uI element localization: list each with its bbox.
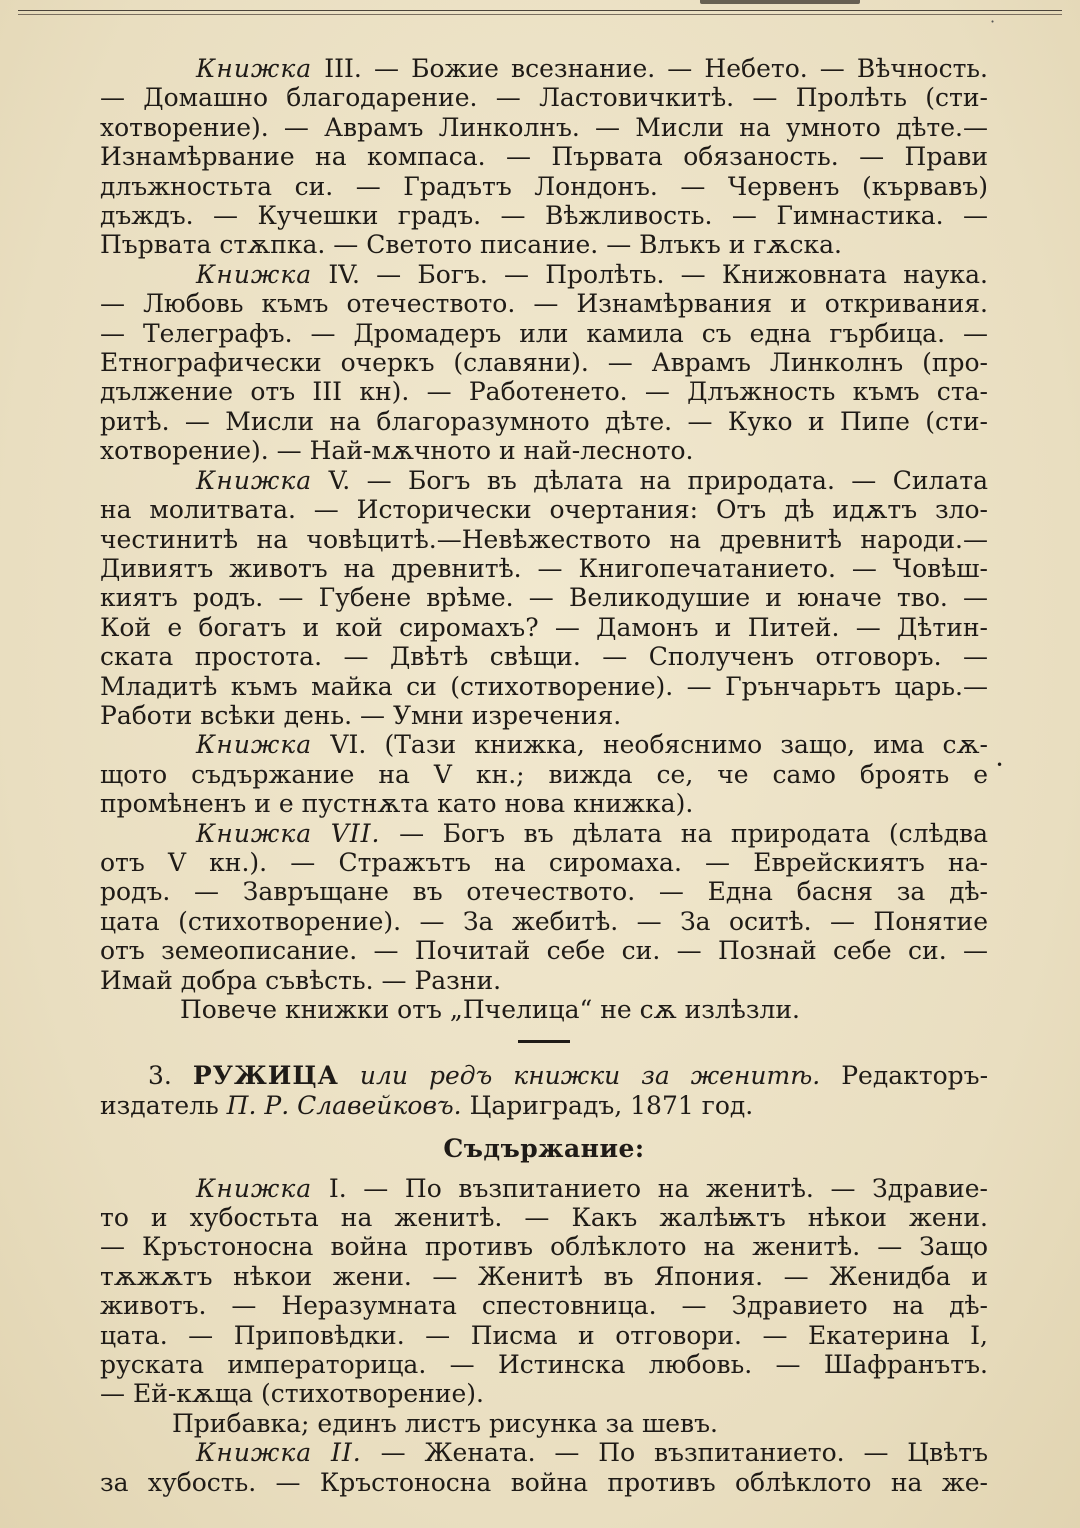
book-number: VI. [330, 730, 367, 760]
entry-pchelitsa-book-6 [100, 730, 988, 818]
book-number: VII. [330, 818, 381, 848]
entry-ruzhitsa-book-1 [100, 1174, 988, 1439]
book-label: Книжка [196, 259, 313, 289]
text-line: — Богъ въ дѣлата на природата (слѣдва [399, 818, 988, 848]
text-line: хотворение). — Аврамъ Линколнъ. — Мисли на умното дѣте.— [100, 112, 988, 142]
text-line: отъ земеописание. — Почитай себе си. — Познай себе си. — [100, 936, 988, 966]
text-line: промѣненъ и е пустнѫта като нова книжка). [100, 789, 694, 819]
text-line: честинитѣ на човѣцитѣ.—Невѣжеството на древнитѣ народи.— [100, 524, 988, 554]
periodical-name: РУЖИЦА [192, 1061, 339, 1091]
section-ruzhitsa [100, 1061, 988, 1497]
text-line: Работи всѣки день. — Умни изречения. [100, 700, 622, 730]
text-line: тѫжѫтъ нѣкои жени. — Женитѣ въ Япония. — Женидба и [100, 1261, 988, 1291]
text-line: — Кръстоносна война противъ облѣклото на женитѣ. — Защо [100, 1232, 988, 1262]
text-line: цата. — Приповѣдки. — Писма и отговори. — Екатерина I, [100, 1320, 988, 1350]
header-rule-secondary [18, 14, 1062, 15]
text-line: Кой е богатъ и кой сиромахъ? — Дамонъ и Питей. — Дѣтин- [100, 612, 988, 642]
book-number: I. [328, 1173, 347, 1203]
imprint-prefix: издатель [100, 1090, 219, 1120]
entry-pchelitsa-book-4 [100, 260, 988, 466]
editor-name: П. Р. Славейковъ. [226, 1090, 462, 1120]
header-rule [18, 10, 1062, 11]
text-line: цата (стихотворение). — За жебитѣ. — За оситѣ. — Понятие [100, 906, 988, 936]
text-line: ската простота. — Двѣтѣ свѣщи. — Сполученъ отговоръ. — [100, 642, 988, 672]
text-line: родъ. — Завръщане въ отечеството. — Една басня за дѣ- [100, 877, 988, 907]
book-label: Книжка [196, 1438, 313, 1468]
text-line: (Тази книжка, необяснимо защо, има сѫ- [384, 730, 989, 760]
section-imprint [100, 1091, 988, 1120]
text-line: — Ей-кѫща (стихотворение). [100, 1379, 484, 1409]
margin-mark: · [990, 12, 996, 31]
text-line: длъжностьта си. — Градътъ Лондонъ. — Червенъ (кървавъ) [100, 171, 988, 201]
text-line: дъждъ. — Кучешки градъ. — Вѣжливость. — Гимнастика. — [100, 201, 988, 231]
text-line: Първата стѫпка. — Светото писание. — Влъкъ и гѫска. [100, 230, 842, 260]
contents-heading: Съдържание: [443, 1134, 645, 1164]
text-line: хотворение). — Най-мѫчното и най-лесното. [100, 436, 694, 466]
text-line: Изнамѣрвание на компаса. — Първата обязаность. — Прави [100, 142, 988, 172]
text-line: Младитѣ къмъ майка си (стихотворение). — Грънчарьтъ царь.— [100, 671, 988, 701]
text-line: — По възпитанието на женитѣ. — Здравие- [363, 1173, 989, 1203]
text-line: Дивиятъ животъ на древнитѣ. — Книгопечатанието. — Човѣш- [100, 553, 988, 583]
book-label: Книжка [196, 730, 313, 760]
section-divider [518, 1040, 570, 1043]
entry-pchelitsa-book-5 [100, 466, 988, 731]
closing-note: Повече книжки отъ „Пчелица“ не сѫ излѣзли. [180, 995, 800, 1024]
book-number: II. [331, 1438, 362, 1468]
periodical-subtitle: или редъ книжки за женитѣ. [359, 1061, 821, 1091]
text-line: Етнографически очеркъ (славяни). — Аврамъ Линколнъ (про- [100, 348, 988, 378]
text-line: — Любовь къмъ отечеството. — Изнамѣрвания и откривания. [100, 289, 988, 319]
text-line: на молитвата. — Исторически очертания: Отъ дѣ идѫтъ зло- [100, 495, 988, 525]
appendix-line: Прибавка; единъ листъ рисунка за шевъ. [172, 1408, 718, 1438]
text-line: руската императорица. — Истинска любовь. — Шафранътъ. [100, 1350, 988, 1380]
book-label: Книжка [196, 818, 313, 848]
entry-pchelitsa-book-7 [100, 819, 988, 995]
text-line: ритѣ. — Мисли на благоразумното дѣте. — Куко и Пипе (сти- [100, 406, 988, 436]
text-line: — Богъ въ дѣлата на природата. — Силата [366, 465, 989, 495]
text-line: за хубость. — Кръстоносна война противъ облѣклото на же- [100, 1467, 988, 1497]
book-label: Книжка [196, 54, 313, 83]
text-line: киятъ родъ. — Губене врѣме. — Великодушие и юначе тво. — [100, 583, 988, 613]
book-label: Книжка [196, 1173, 313, 1203]
book-number: V. [328, 465, 351, 495]
text-line: Имай добра съвѣсть. — Разни. [100, 965, 502, 995]
entry-ruzhitsa-book-2 [100, 1438, 988, 1497]
text-line: животъ. — Неразумната спестовница. — Здравието на дѣ- [100, 1291, 988, 1321]
entry-pchelitsa-book-3 [100, 54, 988, 260]
editor-label: Редакторъ- [841, 1061, 989, 1091]
text-line: то и хубостьта на женитѣ. — Какъ жалѣѭтъ нѣкои жени. [100, 1203, 988, 1233]
book-number: IV. [328, 259, 360, 289]
text-line: отъ V кн.). — Стражътъ на сиромаха. — Еврейскиятъ на- [100, 847, 988, 877]
text-line: — Богъ. — Пролѣть. — Книжовната наука. [376, 259, 988, 289]
text-line: — Домашно благодарение. — Ластовичкитѣ. — Пролѣть (сти- [100, 83, 988, 113]
book-label: Книжка [196, 465, 313, 495]
margin-dot: • [996, 758, 1004, 772]
text-line: — Жената. — По възпитанието. — Цвѣтъ [380, 1438, 988, 1468]
text-line: — Божие всезнание. — Небето. — Вѣчность. [373, 54, 988, 83]
text-column [100, 54, 988, 1497]
text-line: дължение отъ III кн). — Работенето. — Длъжность къмъ ста- [100, 377, 988, 407]
text-line: щото съдържание на V кн.; вижда се, че само броять е [100, 759, 988, 789]
place-year: Цариградъ, 1871 год. [469, 1090, 754, 1120]
book-number: III. [324, 54, 362, 83]
section-number: 3. [148, 1061, 172, 1091]
running-header-fragment [700, 0, 860, 4]
section-title [100, 1061, 988, 1090]
text-line: — Телеграфъ. — Дромадеръ или камила съ една гърбица. — [100, 318, 988, 348]
